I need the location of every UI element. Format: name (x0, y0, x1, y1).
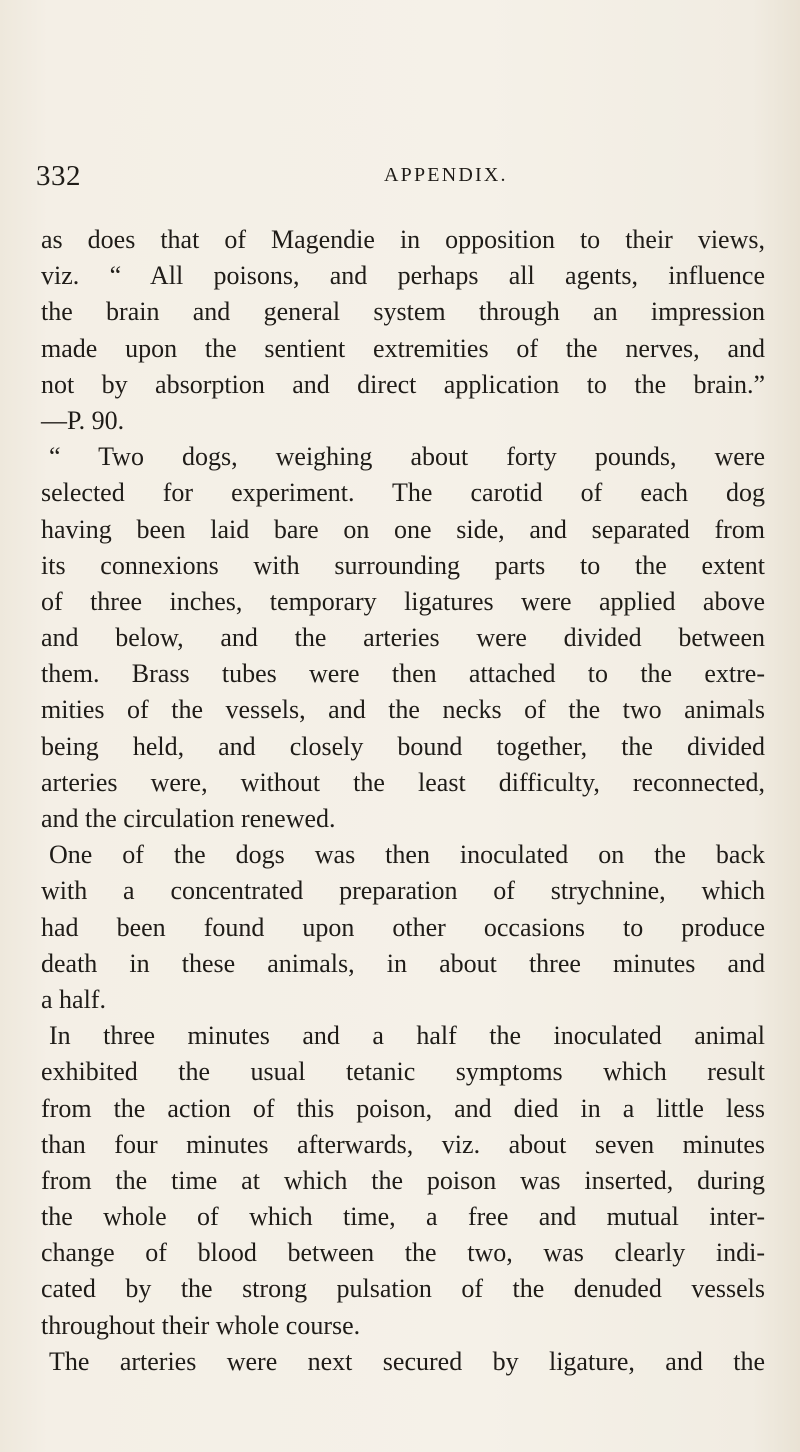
running-head: APPENDIX. (384, 164, 508, 186)
paragraph-start-line: The arteries were next secured by ligature, and the (49, 1346, 765, 1376)
text-line: of three inches, temporary ligatures were applied above (41, 586, 765, 616)
text-line: its connexions with surrounding parts to the extent (41, 550, 765, 580)
text-line: selected for experiment. The carotid of each dog (41, 478, 765, 508)
body-text (41, 222, 765, 1380)
paragraph-start-line: “ Two dogs, weighing about forty pounds, were (49, 442, 765, 472)
text-line: being held, and closely bound together, the divided (41, 731, 765, 761)
text-line: having been laid bare on one side, and separated from (41, 514, 765, 544)
text-line: had been found upon other occasions to produce (41, 912, 765, 942)
text-line: exhibited the usual tetanic symptoms which result (41, 1057, 765, 1087)
page-header (0, 160, 800, 194)
text-line: made upon the sentient extremities of the nerves, and (41, 333, 765, 363)
paragraph-start-line: In three minutes and a half the inoculated animal (49, 1021, 765, 1051)
text-line: throughout their whole course. (41, 1310, 361, 1340)
text-line: change of blood between the two, was clearly indi- (41, 1238, 765, 1268)
text-line: from the time at which the poison was inserted, during (41, 1165, 765, 1195)
text-line: and below, and the arteries were divided between (41, 623, 765, 653)
text-line: arteries were, without the least difficulty, reconnected, (41, 767, 765, 797)
text-line: —P. 90. (41, 405, 125, 435)
text-line: cated by the strong pulsation of the denuded vessels (41, 1274, 765, 1304)
text-line: than four minutes afterwards, viz. about seven minutes (41, 1129, 765, 1159)
text-line: viz. “ All poisons, and perhaps all agents, influence (41, 261, 765, 291)
text-line: death in these animals, in about three minutes and (41, 948, 765, 978)
text-line: them. Brass tubes were then attached to the extre- (41, 659, 765, 689)
text-line: mities of the vessels, and the necks of the two animals (41, 695, 765, 725)
text-line: not by absorption and direct application to the brain.” (41, 369, 765, 399)
text-line: and the circulation renewed. (41, 804, 336, 833)
page-number: 332 (36, 160, 81, 192)
text-line: with a concentrated preparation of strychnine, which (41, 876, 765, 906)
text-line: a half. (41, 984, 106, 1014)
paragraph-start-line: One of the dogs was then inoculated on the back (49, 840, 765, 870)
text-line: the brain and general system through an impression (41, 297, 765, 327)
text-line: as does that of Magendie in opposition to their views, (41, 225, 765, 254)
text-line: the whole of which time, a free and mutual inter- (41, 1202, 765, 1232)
text-line: from the action of this poison, and died in a little less (41, 1093, 765, 1123)
